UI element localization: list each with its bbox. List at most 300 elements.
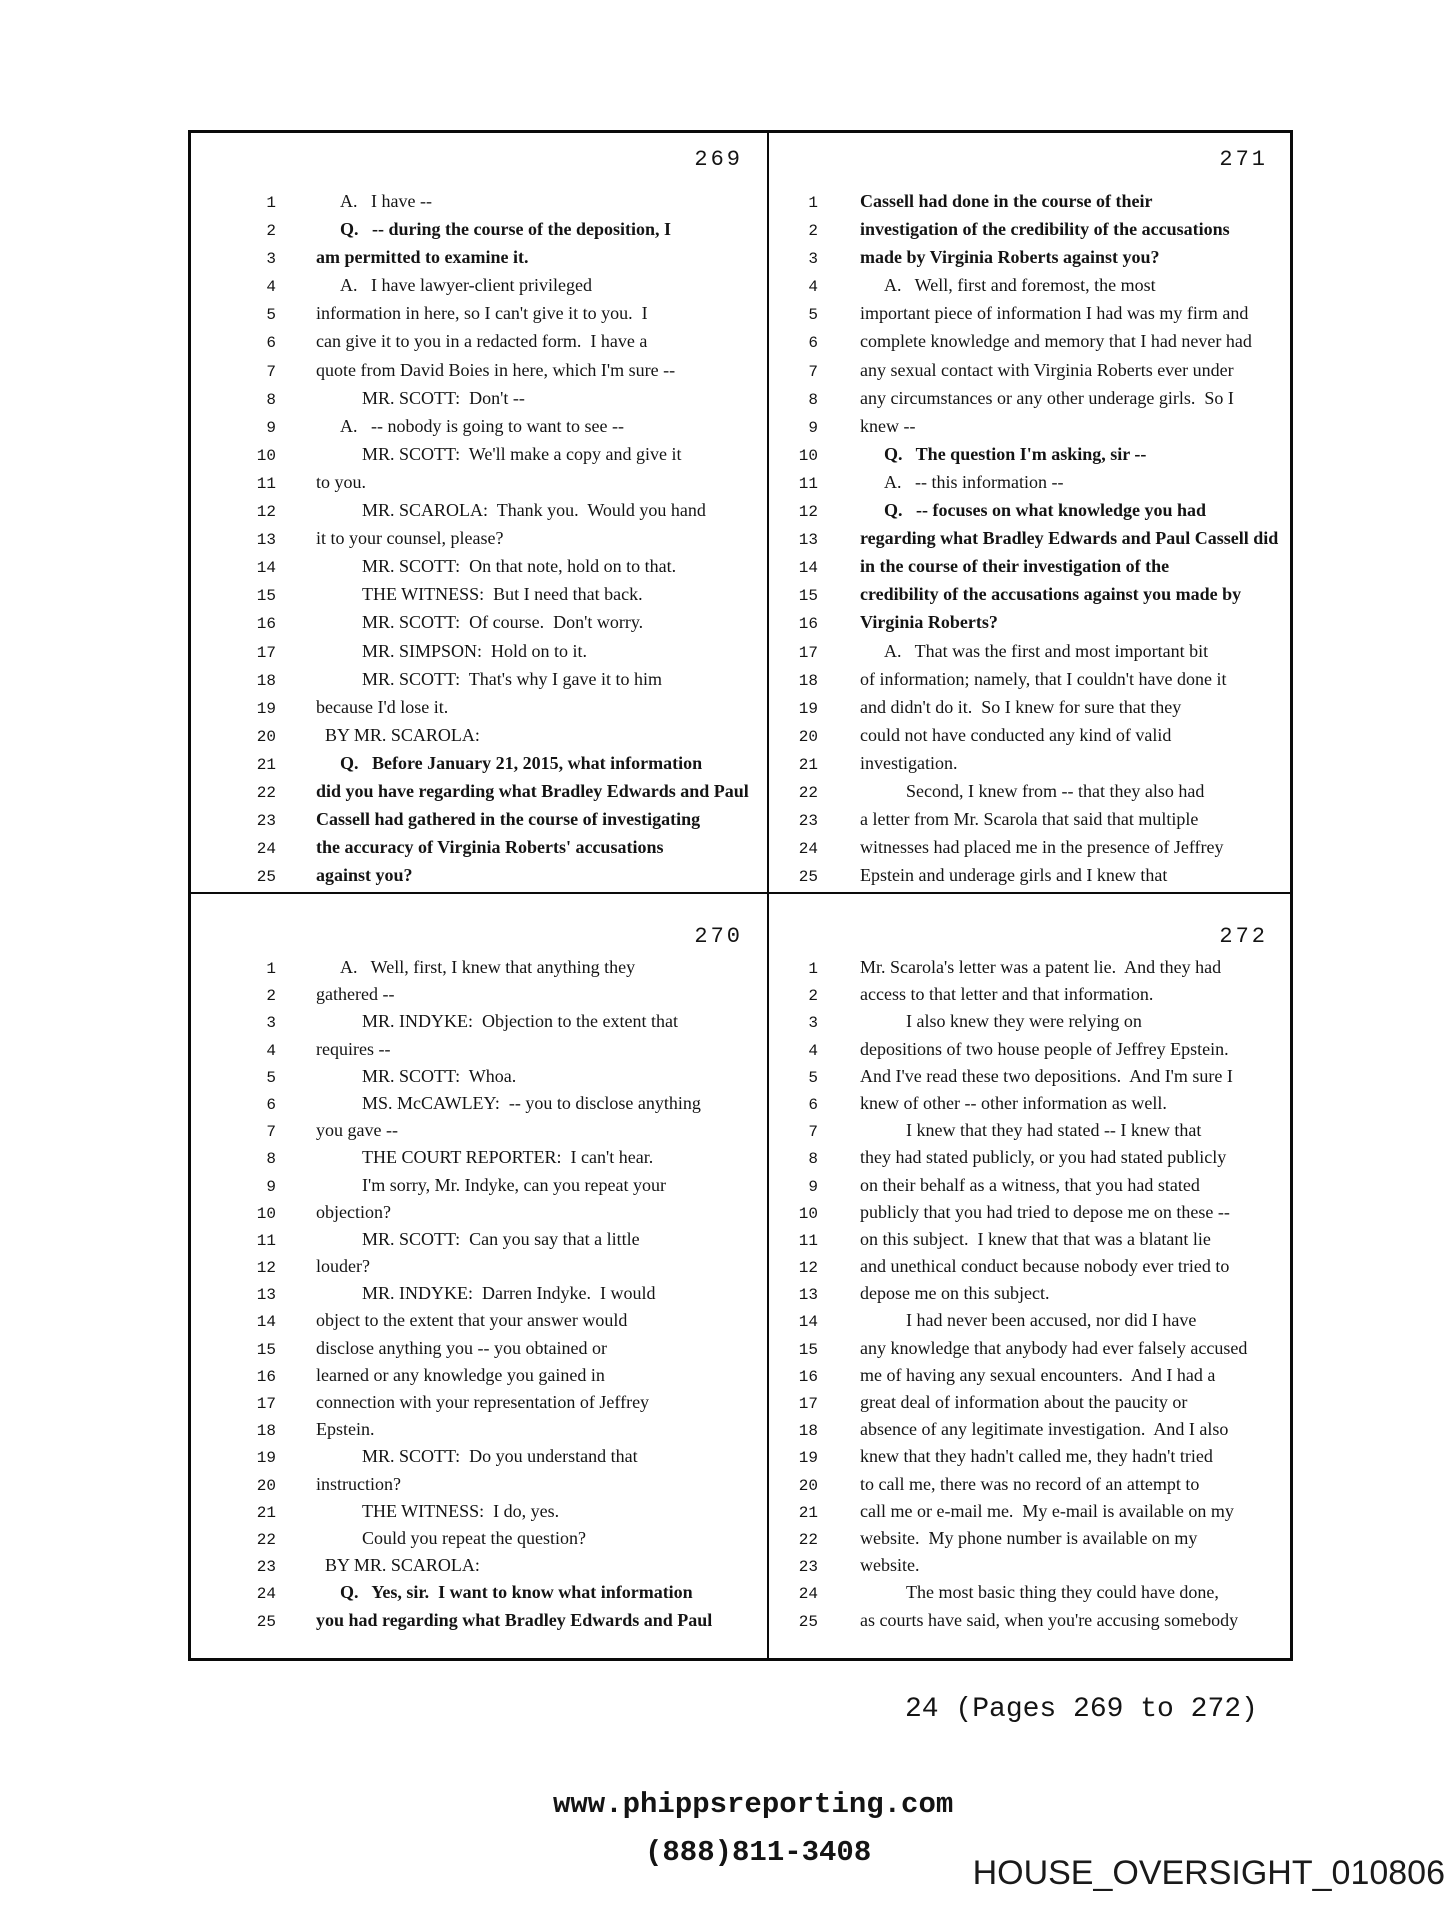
page-number: 269 xyxy=(694,147,743,172)
transcript-line xyxy=(191,271,765,299)
transcript-line xyxy=(191,1443,765,1470)
line-number: 15 xyxy=(256,587,276,606)
line-text: MR. SCOTT: Can you say that a little xyxy=(362,1228,640,1249)
line-text: complete knowledge and memory that I had never had xyxy=(860,331,1252,352)
line-number: 10 xyxy=(798,1204,818,1223)
line-number: 22 xyxy=(256,783,276,802)
transcript-line xyxy=(771,524,1290,552)
transcript-line xyxy=(191,496,765,524)
line-text: THE COURT REPORTER: I can't hear. xyxy=(362,1147,654,1168)
line-number: 3 xyxy=(808,250,818,269)
line-number: 4 xyxy=(266,1041,276,1060)
transcript-line xyxy=(771,1443,1290,1470)
transcript-line xyxy=(191,1498,765,1525)
line-text: MR. SCAROLA: Thank you. Would you hand xyxy=(362,500,706,521)
line-number: 4 xyxy=(266,278,276,297)
transcript-line xyxy=(771,1253,1290,1280)
line-number: 16 xyxy=(256,615,276,634)
line-text: A. I have lawyer-client privileged xyxy=(340,275,593,296)
line-text: made by Virginia Roberts against you? xyxy=(860,247,1160,268)
line-text: I knew that they had stated -- I knew that xyxy=(906,1120,1202,1141)
line-number: 24 xyxy=(256,1585,276,1604)
line-text: THE WITNESS: I do, yes. xyxy=(362,1500,560,1521)
line-number: 9 xyxy=(808,418,818,437)
line-number: 3 xyxy=(808,1014,818,1033)
transcript-line xyxy=(771,412,1290,440)
transcript-line xyxy=(771,1389,1290,1416)
transcript-line xyxy=(771,1063,1290,1090)
line-text: BY MR. SCAROLA: xyxy=(325,724,480,745)
transcript-line xyxy=(771,1226,1290,1253)
transcript-lines xyxy=(771,187,1290,889)
line-number: 20 xyxy=(798,1476,818,1495)
transcript-line xyxy=(191,1226,765,1253)
transcript-line xyxy=(191,1144,765,1171)
line-number: 5 xyxy=(808,1068,818,1087)
line-text: object to the extent that your answer would xyxy=(316,1310,628,1331)
horizontal-divider xyxy=(191,892,1290,894)
line-text: as courts have said, when you're accusing somebody xyxy=(860,1609,1239,1630)
transcript-four-up-grid xyxy=(188,130,1293,1661)
line-number: 25 xyxy=(256,868,276,887)
line-text: MR. INDYKE: Darren Indyke. I would xyxy=(362,1283,656,1304)
transcript-line xyxy=(771,215,1290,243)
transcript-line xyxy=(191,524,765,552)
line-number: 2 xyxy=(808,222,818,241)
line-number: 10 xyxy=(256,1204,276,1223)
line-number: 5 xyxy=(808,306,818,325)
line-text: and unethical conduct because nobody ever tried to xyxy=(860,1256,1230,1277)
line-number: 18 xyxy=(798,1422,818,1441)
line-number: 6 xyxy=(266,334,276,353)
line-text: knew -- xyxy=(860,415,916,436)
line-number: 5 xyxy=(266,306,276,325)
line-text: Q. Before January 21, 2015, what information xyxy=(340,752,703,773)
line-number: 19 xyxy=(798,699,818,718)
line-text: Epstein and underage girls and I knew that xyxy=(860,865,1168,886)
transcript-line xyxy=(191,608,765,636)
line-number: 1 xyxy=(266,960,276,978)
line-text: gathered -- xyxy=(316,984,395,1005)
transcript-line xyxy=(771,468,1290,496)
transcript-line xyxy=(771,1416,1290,1443)
line-text: access to that letter and that information. xyxy=(860,984,1154,1005)
line-text: MR. SCOTT: Do you understand that xyxy=(362,1446,638,1467)
line-number: 4 xyxy=(808,1041,818,1060)
line-number: 11 xyxy=(256,1231,276,1250)
transcript-line xyxy=(771,187,1290,215)
line-text: Second, I knew from -- that they also had xyxy=(906,780,1205,801)
line-text: and didn't do it. So I knew for sure that they xyxy=(860,696,1182,717)
transcript-line xyxy=(191,187,765,215)
line-number: 9 xyxy=(266,418,276,437)
footer-website: www.phippsreporting.com xyxy=(553,1788,954,1821)
transcript-line xyxy=(191,1172,765,1199)
transcript-line xyxy=(191,1307,765,1334)
line-number: 10 xyxy=(256,446,276,465)
transcript-line xyxy=(771,299,1290,327)
line-text: Mr. Scarola's letter was a patent lie. And they had xyxy=(860,957,1222,977)
line-text: a letter from Mr. Scarola that said that multiple xyxy=(860,809,1199,830)
line-number: 3 xyxy=(266,1014,276,1033)
transcript-line xyxy=(191,1416,765,1443)
transcript-line xyxy=(191,777,765,805)
line-text: absence of any legitimate investigation. And I also xyxy=(860,1419,1229,1440)
line-text: I also knew they were relying on xyxy=(906,1011,1142,1032)
transcript-line xyxy=(771,271,1290,299)
line-number: 23 xyxy=(798,1558,818,1577)
transcript-line xyxy=(771,1036,1290,1063)
line-number: 15 xyxy=(798,587,818,606)
line-text: instruction? xyxy=(316,1473,401,1494)
transcript-line xyxy=(191,1471,765,1498)
transcript-line xyxy=(191,1253,765,1280)
line-text: investigation of the credibility of the accusations xyxy=(860,219,1230,240)
transcript-line xyxy=(771,1579,1290,1606)
transcript-line xyxy=(771,327,1290,355)
page-number: 271 xyxy=(1219,147,1268,172)
line-number: 16 xyxy=(256,1367,276,1386)
line-number: 17 xyxy=(256,643,276,662)
transcript-line xyxy=(771,833,1290,861)
line-number: 19 xyxy=(256,699,276,718)
line-text: any knowledge that anybody had ever falsely accused xyxy=(860,1337,1248,1358)
line-text: Virginia Roberts? xyxy=(860,612,998,633)
line-text: knew of other -- other information as well. xyxy=(860,1092,1167,1113)
line-text: Cassell had gathered in the course of investigating xyxy=(316,809,701,830)
transcript-line xyxy=(191,693,765,721)
line-number: 19 xyxy=(256,1449,276,1468)
line-number: 11 xyxy=(798,1231,818,1250)
line-number: 14 xyxy=(798,1313,818,1332)
line-number: 25 xyxy=(798,868,818,887)
line-number: 7 xyxy=(266,362,276,381)
line-text: could not have conducted any kind of valid xyxy=(860,724,1172,745)
line-text: MR. SCOTT: On that note, hold on to that. xyxy=(362,556,677,577)
line-text: louder? xyxy=(316,1256,370,1277)
transcript-line xyxy=(771,1008,1290,1035)
line-text: they had stated publicly, or you had stated publicly xyxy=(860,1147,1227,1168)
line-number: 18 xyxy=(798,671,818,690)
line-number: 6 xyxy=(808,334,818,353)
line-number: 8 xyxy=(808,1150,818,1169)
line-text: can give it to you in a redacted form. I have a xyxy=(316,331,648,352)
quadrant-page-272 xyxy=(771,896,1290,1658)
transcript-line xyxy=(771,1607,1290,1634)
transcript-line xyxy=(771,954,1290,981)
transcript-line xyxy=(191,215,765,243)
line-number: 13 xyxy=(256,1286,276,1305)
line-number: 18 xyxy=(256,1422,276,1441)
line-text: depose me on this subject. xyxy=(860,1283,1050,1304)
line-number: 1 xyxy=(266,194,276,212)
line-number: 22 xyxy=(256,1530,276,1549)
line-number: 19 xyxy=(798,1449,818,1468)
line-number: 2 xyxy=(266,987,276,1006)
transcript-line xyxy=(191,833,765,861)
line-number: 10 xyxy=(798,446,818,465)
transcript-line xyxy=(191,356,765,384)
line-text: MR. INDYKE: Objection to the extent that xyxy=(362,1011,678,1032)
transcript-line xyxy=(191,749,765,777)
line-number: 18 xyxy=(256,671,276,690)
line-number: 16 xyxy=(798,615,818,634)
line-number: 2 xyxy=(266,222,276,241)
transcript-line xyxy=(771,580,1290,608)
line-number: 8 xyxy=(266,1150,276,1169)
line-text: A. That was the first and most important bit xyxy=(884,640,1209,661)
line-text: call me or e-mail me. My e-mail is available on my xyxy=(860,1500,1234,1521)
line-number: 20 xyxy=(256,1476,276,1495)
line-text: Q. The question I'm asking, sir -- xyxy=(884,443,1147,464)
transcript-line xyxy=(771,861,1290,889)
line-number: 12 xyxy=(256,503,276,522)
line-number: 20 xyxy=(798,727,818,746)
transcript-line xyxy=(191,552,765,580)
line-number: 21 xyxy=(798,755,818,774)
transcript-line xyxy=(191,580,765,608)
line-number: 7 xyxy=(266,1123,276,1142)
transcript-line xyxy=(191,721,765,749)
line-number: 21 xyxy=(256,755,276,774)
transcript-line xyxy=(191,1552,765,1579)
line-number: 8 xyxy=(808,390,818,409)
transcript-line xyxy=(191,1525,765,1552)
line-text: investigation. xyxy=(860,752,958,773)
line-text: Could you repeat the question? xyxy=(362,1527,586,1548)
line-text: credibility of the accusations against you made by xyxy=(860,584,1242,605)
line-text: any sexual contact with Virginia Roberts ever under xyxy=(860,359,1234,380)
line-text: THE WITNESS: But I need that back. xyxy=(362,584,643,605)
line-number: 23 xyxy=(256,1558,276,1577)
transcript-line xyxy=(771,1525,1290,1552)
line-text: depositions of two house people of Jeffrey Epstein. xyxy=(860,1038,1229,1059)
line-number: 24 xyxy=(256,840,276,859)
transcript-line xyxy=(771,1335,1290,1362)
transcript-line xyxy=(771,1144,1290,1171)
transcript-line xyxy=(191,327,765,355)
line-number: 15 xyxy=(798,1340,818,1359)
line-number: 21 xyxy=(256,1503,276,1522)
line-number: 25 xyxy=(798,1612,818,1631)
line-number: 11 xyxy=(256,474,276,493)
line-number: 14 xyxy=(256,559,276,578)
line-text: The most basic thing they could have done, xyxy=(906,1582,1219,1603)
transcript-line xyxy=(191,412,765,440)
line-text: MR. SCOTT: Whoa. xyxy=(362,1065,517,1086)
line-text: any circumstances or any other underage girls. So I xyxy=(860,387,1234,408)
line-text: BY MR. SCAROLA: xyxy=(325,1555,480,1576)
line-number: 1 xyxy=(808,194,818,212)
transcript-line xyxy=(191,637,765,665)
transcript-line xyxy=(771,1280,1290,1307)
line-number: 7 xyxy=(808,1123,818,1142)
line-text: Q. -- during the course of the deposition, I xyxy=(340,219,672,240)
line-text: to you. xyxy=(316,471,367,492)
line-number: 2 xyxy=(808,987,818,1006)
line-text: Cassell had done in the course of their xyxy=(860,191,1153,211)
quadrant-page-269 xyxy=(191,133,765,890)
transcript-line xyxy=(771,440,1290,468)
footer-page-range: 24 (Pages 269 to 272) xyxy=(905,1694,1258,1725)
line-number: 13 xyxy=(256,531,276,550)
transcript-line xyxy=(771,1307,1290,1334)
line-text: against you? xyxy=(316,865,413,886)
bates-number: HOUSE_OVERSIGHT_010806 xyxy=(972,1854,1445,1892)
transcript-line xyxy=(771,1090,1290,1117)
line-number: 16 xyxy=(798,1367,818,1386)
transcript-line xyxy=(191,1036,765,1063)
transcript-line xyxy=(191,954,765,981)
transcript-line xyxy=(771,981,1290,1008)
line-text: MR. SCOTT: We'll make a copy and give it xyxy=(362,443,682,464)
line-number: 6 xyxy=(266,1095,276,1114)
page-number: 272 xyxy=(1219,924,1268,949)
line-number: 22 xyxy=(798,1530,818,1549)
line-text: A. I have -- xyxy=(340,191,432,211)
transcript-line xyxy=(771,243,1290,271)
line-number: 15 xyxy=(256,1340,276,1359)
line-text: objection? xyxy=(316,1201,391,1222)
transcript-line xyxy=(191,1579,765,1606)
line-number: 1 xyxy=(808,960,818,978)
transcript-line xyxy=(191,805,765,833)
line-text: MR. SCOTT: That's why I gave it to him xyxy=(362,668,663,689)
line-text: Q. Yes, sir. I want to know what information xyxy=(340,1582,693,1603)
transcript-lines xyxy=(191,954,765,1634)
line-text: A. Well, first and foremost, the most xyxy=(884,275,1156,296)
line-text: Q. -- focuses on what knowledge you had xyxy=(884,500,1207,521)
line-number: 8 xyxy=(266,390,276,409)
line-text: requires -- xyxy=(316,1038,391,1059)
line-text: I'm sorry, Mr. Indyke, can you repeat your xyxy=(362,1174,666,1195)
line-text: the accuracy of Virginia Roberts' accusations xyxy=(316,837,664,858)
transcript-line xyxy=(771,665,1290,693)
line-text: website. My phone number is available on my xyxy=(860,1527,1198,1548)
line-number: 13 xyxy=(798,531,818,550)
line-number: 13 xyxy=(798,1286,818,1305)
line-text: you gave -- xyxy=(316,1120,398,1141)
transcript-line xyxy=(771,721,1290,749)
line-number: 3 xyxy=(266,250,276,269)
transcript-line xyxy=(191,1607,765,1634)
line-text: you had regarding what Bradley Edwards and Paul xyxy=(316,1609,713,1630)
line-text: did you have regarding what Bradley Edwards and Paul xyxy=(316,780,749,801)
line-number: 6 xyxy=(808,1095,818,1114)
line-text: MR. SCOTT: Don't -- xyxy=(362,387,525,408)
transcript-line xyxy=(191,243,765,271)
line-text: A. -- this information -- xyxy=(884,471,1064,492)
line-text: am permitted to examine it. xyxy=(316,247,529,268)
line-text: on this subject. I knew that that was a blatant lie xyxy=(860,1228,1211,1249)
line-text: Epstein. xyxy=(316,1419,375,1440)
transcript-line xyxy=(771,777,1290,805)
line-text: A. -- nobody is going to want to see -- xyxy=(340,415,624,436)
transcript-line xyxy=(771,1199,1290,1226)
line-text: MR. SIMPSON: Hold on to it. xyxy=(362,640,588,661)
line-number: 7 xyxy=(808,362,818,381)
line-number: 4 xyxy=(808,278,818,297)
vertical-divider xyxy=(767,133,769,1658)
line-text: quote from David Boies in here, which I'm sure -- xyxy=(316,359,676,380)
line-number: 20 xyxy=(256,727,276,746)
line-number: 9 xyxy=(266,1177,276,1196)
transcript-line xyxy=(191,440,765,468)
line-text: on their behalf as a witness, that you had stated xyxy=(860,1174,1200,1195)
transcript-lines xyxy=(191,187,765,889)
line-number: 5 xyxy=(266,1068,276,1087)
line-text: because I'd lose it. xyxy=(316,696,449,717)
transcript-line xyxy=(771,693,1290,721)
line-number: 11 xyxy=(798,474,818,493)
transcript-line xyxy=(191,468,765,496)
line-number: 12 xyxy=(798,503,818,522)
transcript-line xyxy=(771,1471,1290,1498)
line-text: knew that they hadn't called me, they hadn't tried xyxy=(860,1446,1213,1467)
line-text: MS. McCAWLEY: -- you to disclose anything xyxy=(362,1092,701,1113)
transcript-line xyxy=(191,861,765,889)
transcript-line xyxy=(191,1362,765,1389)
transcript-line xyxy=(191,1008,765,1035)
line-text: And I've read these two depositions. And I'm sure I xyxy=(860,1065,1233,1086)
line-text: me of having any sexual encounters. And I had a xyxy=(860,1364,1216,1385)
quadrant-page-270 xyxy=(191,896,765,1658)
transcript-line xyxy=(191,1090,765,1117)
line-number: 22 xyxy=(798,783,818,802)
line-number: 17 xyxy=(798,1395,818,1413)
line-number: 24 xyxy=(798,840,818,859)
transcript-lines xyxy=(771,954,1290,1634)
line-number: 25 xyxy=(256,1612,276,1631)
line-number: 14 xyxy=(798,559,818,578)
line-text: information in here, so I can't give it to you. I xyxy=(316,303,648,324)
transcript-line xyxy=(771,1172,1290,1199)
transcript-line xyxy=(191,1199,765,1226)
transcript-line xyxy=(191,384,765,412)
transcript-line xyxy=(771,805,1290,833)
line-number: 14 xyxy=(256,1313,276,1332)
transcript-line xyxy=(771,637,1290,665)
transcript-line xyxy=(191,1389,765,1416)
line-number: 23 xyxy=(798,812,818,831)
line-text: witnesses had placed me in the presence of Jeffrey xyxy=(860,837,1224,858)
line-number: 12 xyxy=(798,1259,818,1278)
line-text: important piece of information I had was my firm and xyxy=(860,303,1249,324)
transcript-line xyxy=(771,1362,1290,1389)
quadrant-page-271 xyxy=(771,133,1290,890)
line-number: 24 xyxy=(798,1585,818,1604)
line-number: 23 xyxy=(256,812,276,831)
footer-phone: (888)811-3408 xyxy=(645,1836,872,1869)
transcript-line xyxy=(191,1063,765,1090)
line-text: website. xyxy=(860,1555,920,1576)
line-text: I had never been accused, nor did I have xyxy=(906,1310,1197,1331)
transcript-line xyxy=(191,1117,765,1144)
line-text: learned or any knowledge you gained in xyxy=(316,1364,605,1385)
transcript-line xyxy=(191,1280,765,1307)
line-text: A. Well, first, I knew that anything they xyxy=(340,957,636,977)
transcript-line xyxy=(771,608,1290,636)
transcript-line xyxy=(191,665,765,693)
line-text: to call me, there was no record of an attempt to xyxy=(860,1473,1200,1494)
line-text: MR. SCOTT: Of course. Don't worry. xyxy=(362,612,644,633)
line-text: it to your counsel, please? xyxy=(316,528,504,549)
line-text: of information; namely, that I couldn't have done it xyxy=(860,668,1227,689)
transcript-line xyxy=(771,384,1290,412)
transcript-line xyxy=(771,552,1290,580)
transcript-line xyxy=(191,1335,765,1362)
transcript-line xyxy=(771,1552,1290,1579)
